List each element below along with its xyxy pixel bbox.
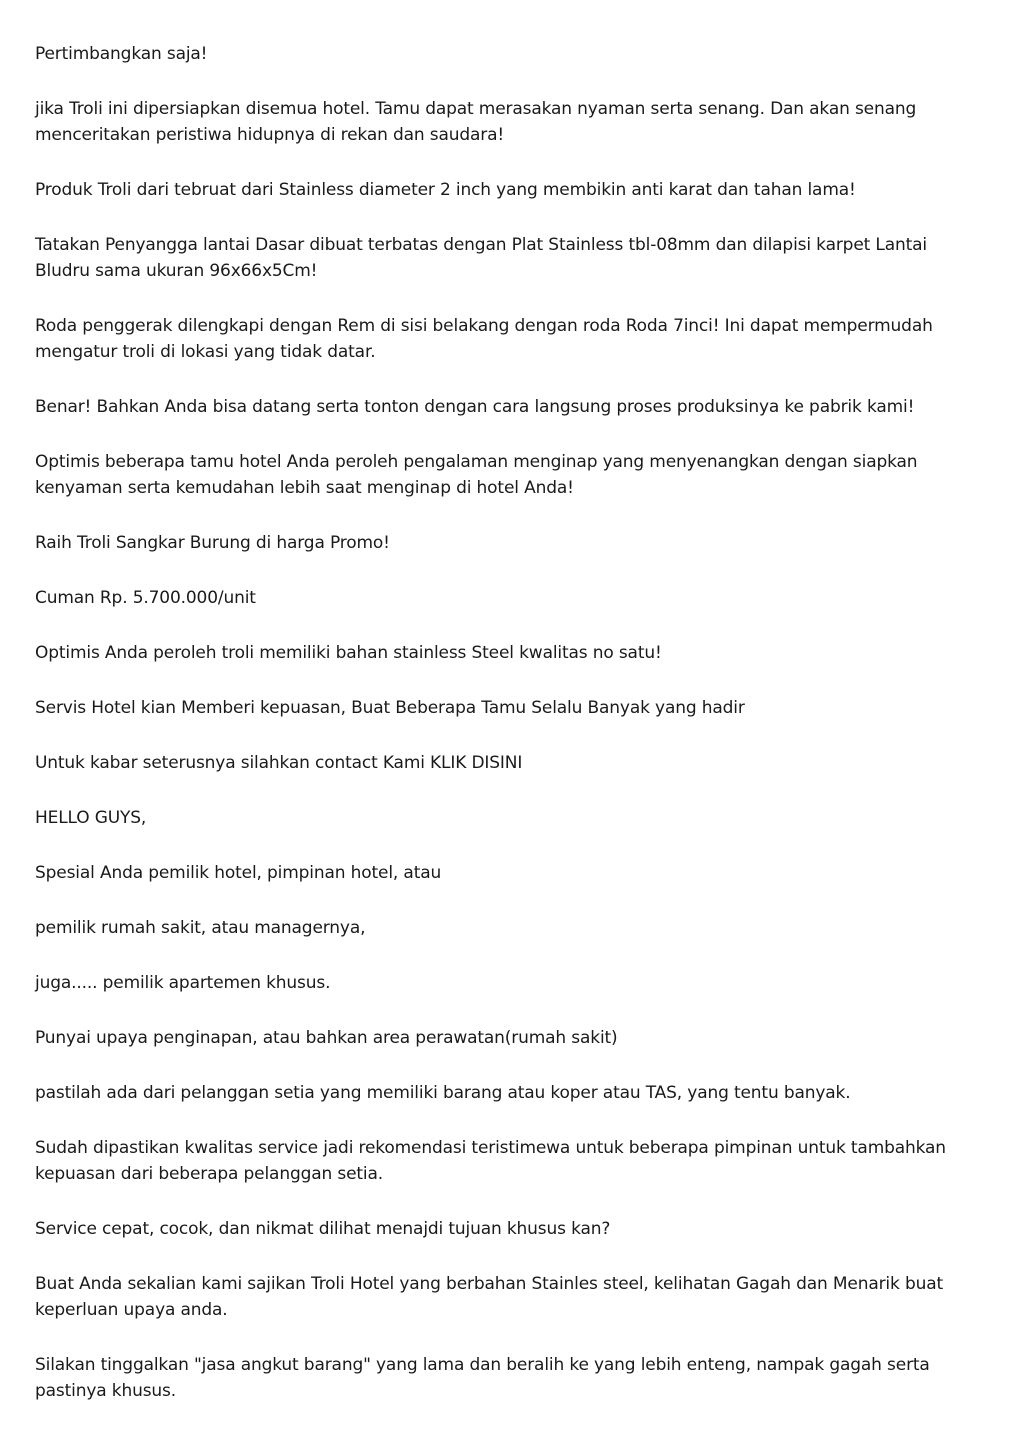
paragraph-audience-hospital: pemilik rumah sakit, atau managernya, bbox=[35, 918, 366, 938]
paragraph-service-quality: Sudah dipastikan kwalitas service jadi rekomendasi teristimewa untuk beberapa pimpinan untuk tambahkan kepuasan dari beberapa pelanggan setia. bbox=[35, 1138, 946, 1184]
paragraph-factory-visit: Benar! Bahkan Anda bisa datang serta tonton dengan cara langsung proses produksinya ke pabrik kami! bbox=[35, 397, 915, 417]
document-body bbox=[35, 41, 985, 1433]
paragraph-wheels: Roda penggerak dilengkapi dengan Rem di sisi belakang dengan roda Roda 7inci! Ini dapat mempermudah mengatur troli di lokasi yang tidak datar. bbox=[35, 316, 933, 362]
paragraph-switch: Silakan tinggalkan "jasa angkut barang" yang lama dan beralih ke yang lebih enteng, nampak gagah serta pastinya khusus. bbox=[35, 1355, 930, 1401]
paragraph-hotel-comfort: jika Troli ini dipersiapkan disemua hotel. Tamu dapat merasakan nyaman serta senang. Dan akan senang menceritakan peristiwa hidupnya di rekan dan saudara! bbox=[35, 99, 917, 145]
paragraph-offer: Buat Anda sekalian kami sajikan Troli Hotel yang berbahan Stainles steel, kelihatan Gagah dan Menarik buat keperluan upaya anda. bbox=[35, 1274, 944, 1320]
paragraph-audience-hotel: Spesial Anda pemilik hotel, pimpinan hotel, atau bbox=[35, 863, 442, 883]
paragraph-greeting: HELLO GUYS, bbox=[35, 808, 147, 828]
paragraph-price: Cuman Rp. 5.700.000/unit bbox=[35, 588, 256, 608]
paragraph-service: Servis Hotel kian Memberi kepuasan, Buat Beberapa Tamu Selalu Banyak yang hadir bbox=[35, 698, 745, 718]
paragraph-material: Produk Troli dari tebruat dari Stainless diameter 2 inch yang membikin anti karat dan tahan lama! bbox=[35, 180, 856, 200]
paragraph-intro: Pertimbangkan saja! bbox=[35, 44, 208, 64]
paragraph-contact: Untuk kabar seterusnya silahkan contact Kami KLIK DISINI bbox=[35, 753, 523, 773]
paragraph-fast-service: Service cepat, cocok, dan nikmat dilihat menajdi tujuan khusus kan? bbox=[35, 1219, 611, 1239]
paragraph-base-plate: Tatakan Penyangga lantai Dasar dibuat terbatas dengan Plat Stainless tbl-08mm dan dilapisi karpet Lantai Bludru sama ukuran 96x66x5Cm! bbox=[35, 235, 927, 281]
paragraph-guest-experience: Optimis beberapa tamu hotel Anda peroleh pengalaman menginap yang menyenangkan dengan siapkan kenyaman serta kemudahan lebih saat menginap di hotel Anda! bbox=[35, 452, 918, 498]
paragraph-customers: pastilah ada dari pelanggan setia yang memiliki barang atau koper atau TAS, yang tentu banyak. bbox=[35, 1083, 851, 1103]
paragraph-audience-apartment: juga..... pemilik apartemen khusus. bbox=[35, 973, 331, 993]
paragraph-business: Punyai upaya penginapan, atau bahkan area perawatan(rumah sakit) bbox=[35, 1028, 618, 1048]
paragraph-quality: Optimis Anda peroleh troli memiliki bahan stainless Steel kwalitas no satu! bbox=[35, 643, 662, 663]
paragraph-promo: Raih Troli Sangkar Burung di harga Promo! bbox=[35, 533, 390, 553]
